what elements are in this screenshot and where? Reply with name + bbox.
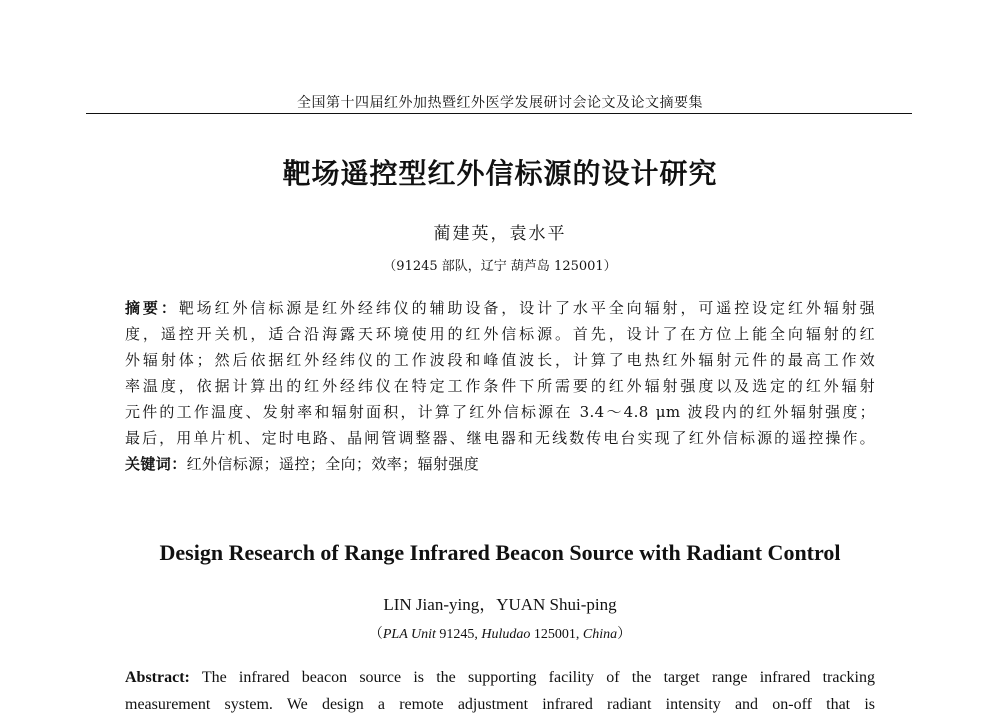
abstract-cn-label: 摘要： <box>125 299 179 317</box>
abstract-cn-line-1 <box>125 295 875 321</box>
title-cn: 靶场遥控型红外信标源的设计研究 <box>282 157 718 190</box>
abstract-cn-line-6: 最后，用单片机、定时电路、晶闸管调整器、继电器和无线数传电台实现了红外信标源的遥控操作。 <box>125 429 875 447</box>
affil-close: ） <box>617 627 632 642</box>
affil-zip: 125001, <box>530 627 583 642</box>
affil-city: Huludao <box>481 627 531 642</box>
affil-country: China <box>582 627 618 642</box>
abstract-en-line-1 <box>125 664 875 691</box>
abstract-en-label: Abstract: <box>125 669 190 686</box>
keywords-cn <box>125 451 875 477</box>
running-header: 全国第十四届红外加热暨红外医学发展研讨会论文及论文摘要集 <box>297 95 703 111</box>
abstract-en-line-2: measurement system. We design a remote adjustment infrared radiant intensity and on-off that is <box>125 696 875 713</box>
affil-unit: PLA Unit <box>382 627 436 642</box>
affiliation-cn: （91245 部队，辽宁 葫芦岛 125001） <box>383 259 617 274</box>
abstract-cn-line-2: 度，遥控开关机，适合沿海露天环境使用的红外信标源。首先，设计了在方位上能全向辐射的红 <box>125 325 875 343</box>
abstract-cn-line-3: 外辐射体；然后依据红外经纬仪的工作波段和峰值波长，计算了电热红外辐射元件的最高工作效 <box>125 351 875 369</box>
affiliation-en <box>0 623 1000 643</box>
authors-cn: 蔺建英，袁水平 <box>433 224 567 244</box>
authors-en: LIN Jian-ying，YUAN Shui-ping <box>383 595 617 614</box>
abstract-en-line-text: The infrared beacon source is the supporting facility of the target range infrared tracking <box>189 669 875 686</box>
abstract-cn-line-text: 靶场红外信标源是红外经纬仪的辅助设备，设计了水平全向辐射，可遥控设定红外辐射强 <box>178 299 876 317</box>
header-rule <box>86 113 912 114</box>
affil-num: 91245, <box>435 627 482 642</box>
title-en: Design Research of Range Infrared Beacon Source with Radiant Control <box>159 540 841 565</box>
keywords-cn-text: 红外信标源；遥控；全向；效率；辐射强度 <box>186 455 480 473</box>
abstract-cn-line-4: 率温度，依据计算出的红外经纬仪在特定工作条件下所需要的红外辐射强度以及选定的红外辐射 <box>125 377 875 395</box>
affil-open: （ <box>368 627 383 642</box>
abstract-cn <box>125 295 875 477</box>
abstract-cn-line-5: 元件的工作温度、发射率和辐射面积，计算了红外信标源在 3.4～4.8 μm 波段内的红外辐射强度； <box>125 403 875 421</box>
keywords-cn-label: 关键词： <box>125 455 187 473</box>
abstract-en <box>125 664 875 718</box>
